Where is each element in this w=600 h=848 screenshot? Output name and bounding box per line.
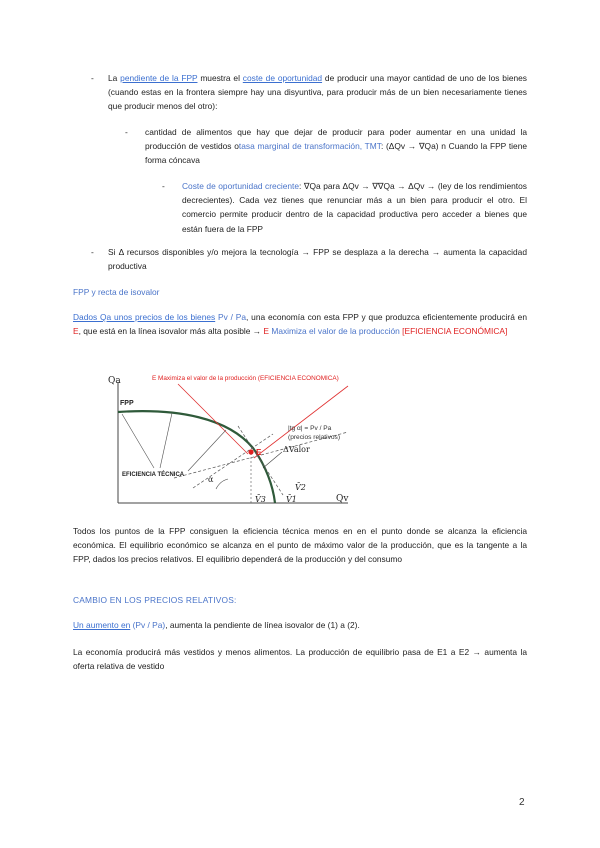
x-axis-label: Qv [336,494,349,504]
link-pendiente-fpp[interactable]: pendiente de la FPP [120,73,198,83]
point-e: E [73,326,79,337]
text: de producir una mayor cantidad de uno de los bienes (cuando estas en la frontera siempre hay una disyuntiva, para producir más de un bien necesariamente tienes que producir menos del otro): [108,73,527,112]
fpp-curve [118,411,275,503]
text: , aumenta la pendiente de línea isovalor de (1) a (2). [165,620,360,630]
link-coste-oportunidad[interactable]: coste de oportunidad [242,73,323,83]
y-axis-label: Qa [108,376,121,386]
link-aumento[interactable]: Un aumento en [73,620,131,630]
isovalor-line-v1 [238,426,283,495]
bullet-dash: - [91,73,94,83]
delta-valor-pointer [263,452,282,468]
paragraph-eficiencia: Todos los puntos de la FPP consiguen la eficiencia técnica menos en en el punto donde se alcanza la eficiencia económica. El equilibrio económico se alcanza en el punto de máximo valor de la producción, que es la tangente a la FPP, dados los precios relativos. El equilibrio dependerá de la producción y del consumo [73,526,527,565]
fpp-isovalor-figure [108,368,372,518]
pointer-eff-3 [188,430,226,471]
section-heading-fpp-isovalor: FPP y recta de isovalor [73,287,160,297]
eficiencia-economica-text: [EFICIENCIA ECONÓMICA] [399,326,508,337]
bullet-tmt [145,125,527,168]
text: : (ΔQv → ∇Qa) n Cuando la FPP tiene forma cóncava [145,141,528,166]
point-e-label: E [256,448,262,457]
text: : ∇Qa para ΔQv → ∇∇Qa → ΔQv → (ley de los rendimientos decrecientes). Cada vez tienes que renunciar más a un bien para producir el otro. El comercio permite producir dentro de la capacidad productiva pero acceder a bienes que están fuera de la FPP [182,181,527,234]
text: Si Δ recursos disponibles y/o mejora la tecnología → FPP se desplaza a la derecha → aumenta la capacidad productiva [108,247,527,272]
paragraph-aumento [73,618,527,632]
point-e-marker [248,449,253,454]
v2-label: V̄2 [295,483,306,492]
pointer-eff-1 [122,414,154,468]
fpp-label: FPP [120,400,134,407]
eficiencia-tecnica-label: EFICIENCIA TÉCNICA [122,472,185,478]
ratio: (Pv / Pa) [130,620,166,630]
paragraph-isovalor [73,310,527,338]
bullet-fpp-slope [108,71,527,114]
v3-label: V̄3 [255,495,266,504]
text: cantidad de alimentos que hay que dejar de producir para poder aumentar en una unidad la producción de vestidos o [145,127,527,152]
term-coste-creciente: Coste de oportunidad creciente [182,181,300,191]
alpha-label: α [208,475,214,484]
bullet-coste-creciente [182,179,527,236]
point-e: E [263,326,270,337]
text: La [108,73,121,83]
tg-sub-label: (precios relativos) [288,434,341,441]
text: muestra el [197,73,243,83]
paragraph-equilibrio: La economía producirá más vestidos y menos alimentos. La producción de equilibrio pasa de E1 a E2 → aumenta la oferta relativa de vestido [73,647,527,672]
text: , una economía con esta FPP y que produzca eficientemente producirá en [246,312,527,322]
text: , que está en la línea isovalor más alta posible → [78,326,264,337]
pointer-eff-2 [160,413,172,468]
ratio: Pv / Pa [218,312,247,322]
figure-red-caption: E Maximiza el valor de la producción (EFICIENCIA ECONOMICA) [152,375,339,382]
red-ray-left [178,384,248,454]
tg-label: |tg α| = Pv / Pa [288,425,332,432]
bullet-desplazamiento [108,245,527,273]
term-tmt: tasa marginal de transformación, TMT [238,141,381,152]
bullet-dash: - [125,127,128,137]
bullet-dash: - [91,247,94,257]
page-number: 2 [519,797,525,808]
v1-label: V̄1 [286,495,297,504]
delta-valor-label: ΔValor [283,445,310,454]
alpha-arc [216,479,228,489]
section-heading-cambio-precios: CAMBIO EN LOS PRECIOS RELATIVOS: [73,595,237,605]
bullet-dash: - [162,181,165,191]
maximiza-text: Maximiza el valor de la producción [269,326,400,337]
link-dados-precios[interactable]: Dados Qa unos precios de los bienes [73,312,216,322]
